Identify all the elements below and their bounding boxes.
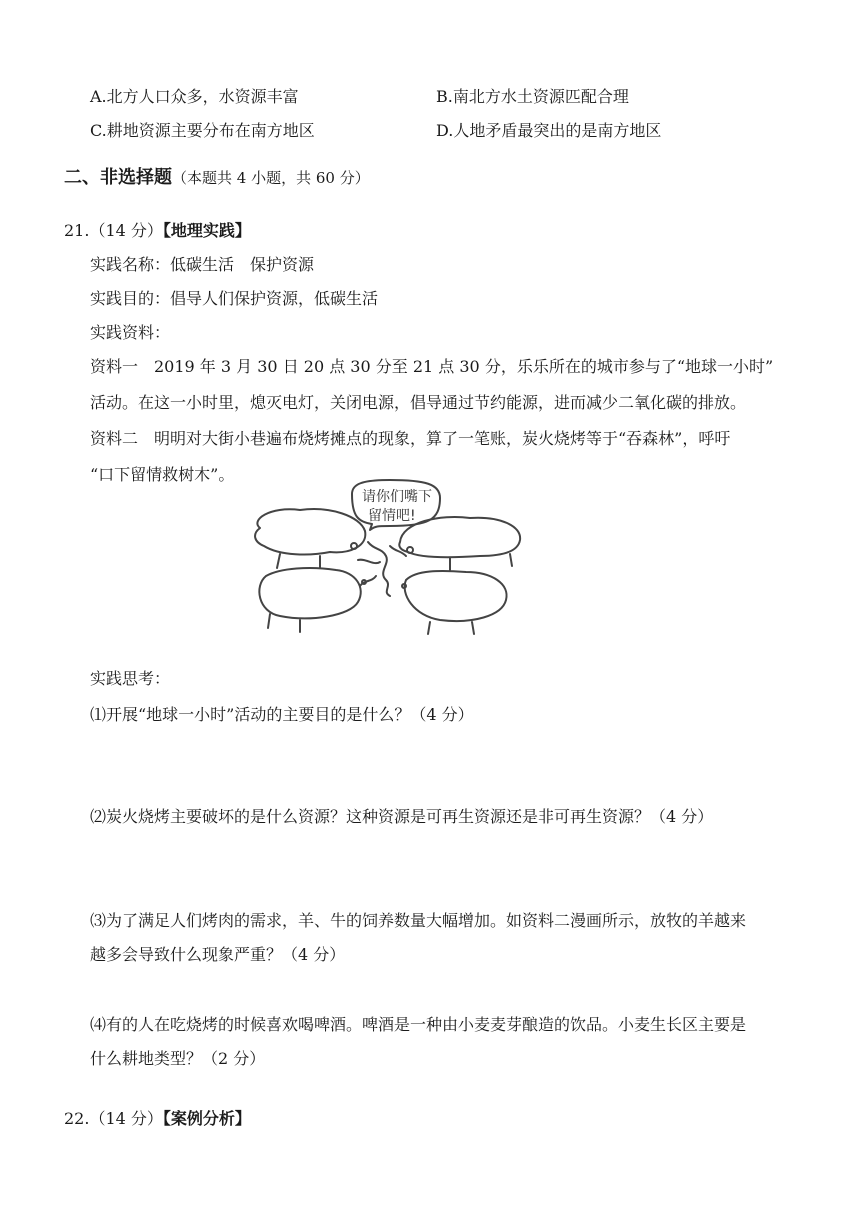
q21-material2-line2: “口下留情救树木”。 bbox=[90, 465, 235, 484]
q22-tag: 【案例分析】 bbox=[162, 1109, 251, 1128]
cartoon-bubble-line1: 请你们嘴下 bbox=[362, 489, 432, 505]
q22-number: 22.（14 分） bbox=[64, 1109, 163, 1128]
q21-number: 21.（14 分） bbox=[64, 221, 163, 240]
q21-practice-name: 实践名称：低碳生活 保护资源 bbox=[90, 255, 315, 274]
q21-material1-line2: 活动。在这一小时里，熄灭电灯，关闭电源，倡导通过节约能源，进而减少二氧化碳的排放。 bbox=[90, 393, 747, 412]
q21-sub1: ⑴开展“地球一小时”活动的主要目的是什么？（4 分） bbox=[90, 705, 474, 724]
q21-practice-goal: 实践目的：倡导人们保护资源，低碳生活 bbox=[90, 289, 379, 308]
q21-thinking: 实践思考： bbox=[90, 669, 171, 688]
section-heading bbox=[64, 166, 370, 190]
cartoon-bubble-line2: 留情吧! bbox=[368, 508, 416, 524]
q21-sub2: ⑵炭火烧烤主要破坏的是什么资源？这种资源是可再生资源还是非可再生资源？（4 分） bbox=[90, 807, 714, 826]
q21-sub4-line1: ⑷有的人在吃烧烤的时候喜欢喝啤酒。啤酒是一种由小麦麦芽酿造的饮品。小麦生长区主要是 bbox=[90, 1015, 747, 1034]
q21-header bbox=[64, 220, 251, 242]
q21-material2-line1: 资料二 明明对大街小巷遍布烧烤摊点的现象，算了一笔账，炭火烧烤等于“吞森林”，呼吁 bbox=[90, 429, 731, 448]
option-c: C.耕地资源主要分布在南方地区 bbox=[90, 121, 315, 140]
sheep-cartoon-illustration bbox=[240, 476, 530, 636]
option-a: A.北方人口众多，水资源丰富 bbox=[90, 87, 299, 106]
q22-header bbox=[64, 1108, 251, 1130]
q21-sub3-line2: 越多会导致什么现象严重？（4 分） bbox=[90, 945, 346, 964]
option-b: B.南北方水土资源匹配合理 bbox=[436, 87, 629, 106]
option-d: D.人地矛盾最突出的是南方地区 bbox=[436, 121, 662, 140]
q21-sub3-line1: ⑶为了满足人们烤肉的需求，羊、牛的饲养数量大幅增加。如资料二漫画所示，放牧的羊越来 bbox=[90, 911, 747, 930]
section-title: 二、非选择题 bbox=[64, 167, 172, 188]
section-note: （本题共 4 小题，共 60 分） bbox=[172, 169, 370, 187]
q21-sub4-line2: 什么耕地类型？（2 分） bbox=[90, 1049, 266, 1068]
q21-tag: 【地理实践】 bbox=[162, 221, 251, 240]
q21-material1-line1: 资料一 2019 年 3 月 30 日 20 点 30 分至 21 点 30 分，乐乐所在的城市参与了“地球一小时” bbox=[90, 357, 774, 376]
q21-practice-material: 实践资料： bbox=[90, 323, 171, 342]
